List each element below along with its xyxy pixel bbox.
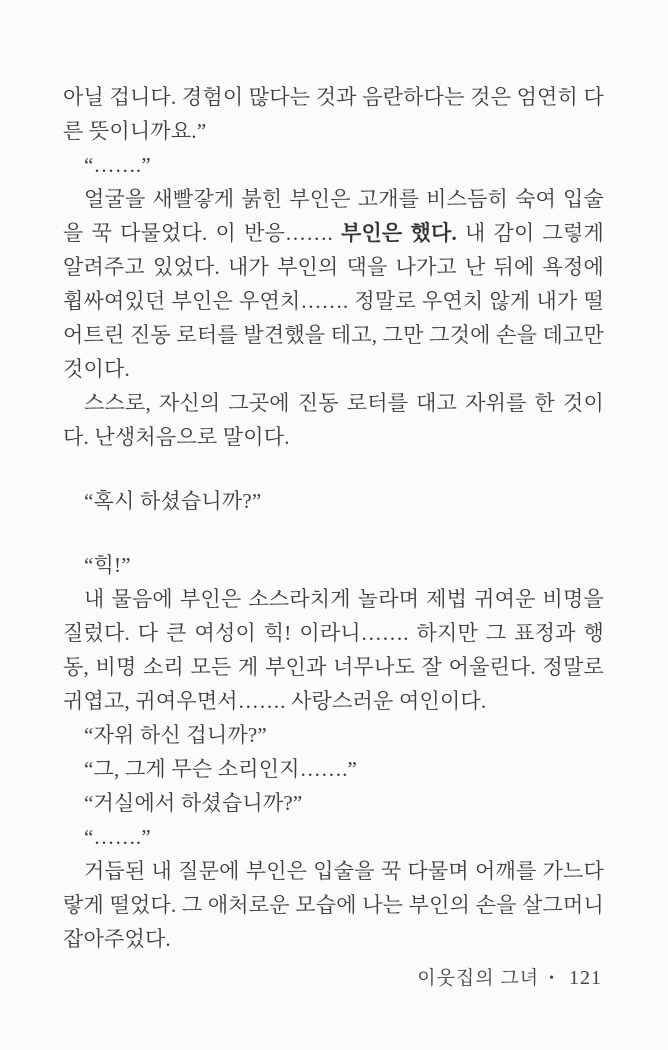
paragraph	[63, 80, 604, 148]
paragraph	[63, 820, 604, 854]
footer-separator-dot: •	[549, 971, 555, 986]
paragraph	[63, 786, 604, 820]
paragraph	[63, 582, 604, 718]
text-segment: “힉!”	[84, 553, 131, 577]
text-segment: “거실에서 하셨습니까?”	[84, 791, 303, 815]
text-segment: 내 물음에 부인은 소스라치게 놀라며 제법 귀여운 비명을 질렀다. 다 큰 여성이 힉! 이라니……. 하지만 그 표정과 행동, 비명 소리 모든 게 부인과 너무나도 잘 어울린다. 정말로 귀엽고, 귀여우면서……. 사랑스러운 여인이다.	[63, 587, 604, 713]
text-segment: 얼굴을 새빨갛게 붉힌 부인은 고개를 비스듬히 숙여 입술을 꾹 다물었다. 이 반응…….	[63, 187, 604, 245]
text-segment: 거듭된 내 질문에 부인은 입술을 꾹 다물며 어깨를 가느다랗게 떨었다. 그 애처로운 모습에 나는 부인의 손을 살그머니 잡아주었다.	[63, 859, 604, 951]
text-segment: “자위 하신 겁니까?”	[84, 723, 267, 747]
text-segment: 내 감이 그렇게 알려주고 있었다. 내가 부인의 댁을 나가고 난 뒤에 욕정에 휩싸여있던 부인은 우연치……. 정말로 우연치 않게 내가 떨어트린 진동 로터를 발견했을 테고, 그만 그것에 손을 데고만 것이다.	[63, 221, 604, 381]
text-segment: “…….”	[84, 153, 151, 177]
bold-text-segment: 부인은 했다.	[340, 221, 457, 245]
paragraph	[63, 148, 604, 182]
paragraph	[63, 182, 604, 386]
paragraph	[63, 484, 604, 518]
paragraph	[63, 548, 604, 582]
text-segment: “혹시 하셨습니까?”	[84, 489, 262, 513]
body-text	[63, 80, 604, 956]
running-title: 이웃집의 그녀	[417, 968, 540, 989]
text-segment: “…….”	[84, 825, 151, 849]
text-segment: “그, 그게 무슨 소리인지…….”	[84, 757, 358, 781]
paragraph	[63, 752, 604, 786]
text-segment: 아닐 겁니다. 경험이 많다는 것과 음란하다는 것은 엄연히 다른 뜻이니까요.”	[63, 85, 604, 143]
paragraph	[63, 718, 604, 752]
page-number: 121	[569, 967, 602, 989]
paragraph	[63, 854, 604, 956]
paragraph	[63, 386, 604, 454]
page-footer	[417, 963, 602, 990]
text-segment: 스스로, 자신의 그곳에 진동 로터를 대고 자위를 한 것이다. 난생처음으로 말이다.	[63, 391, 604, 449]
